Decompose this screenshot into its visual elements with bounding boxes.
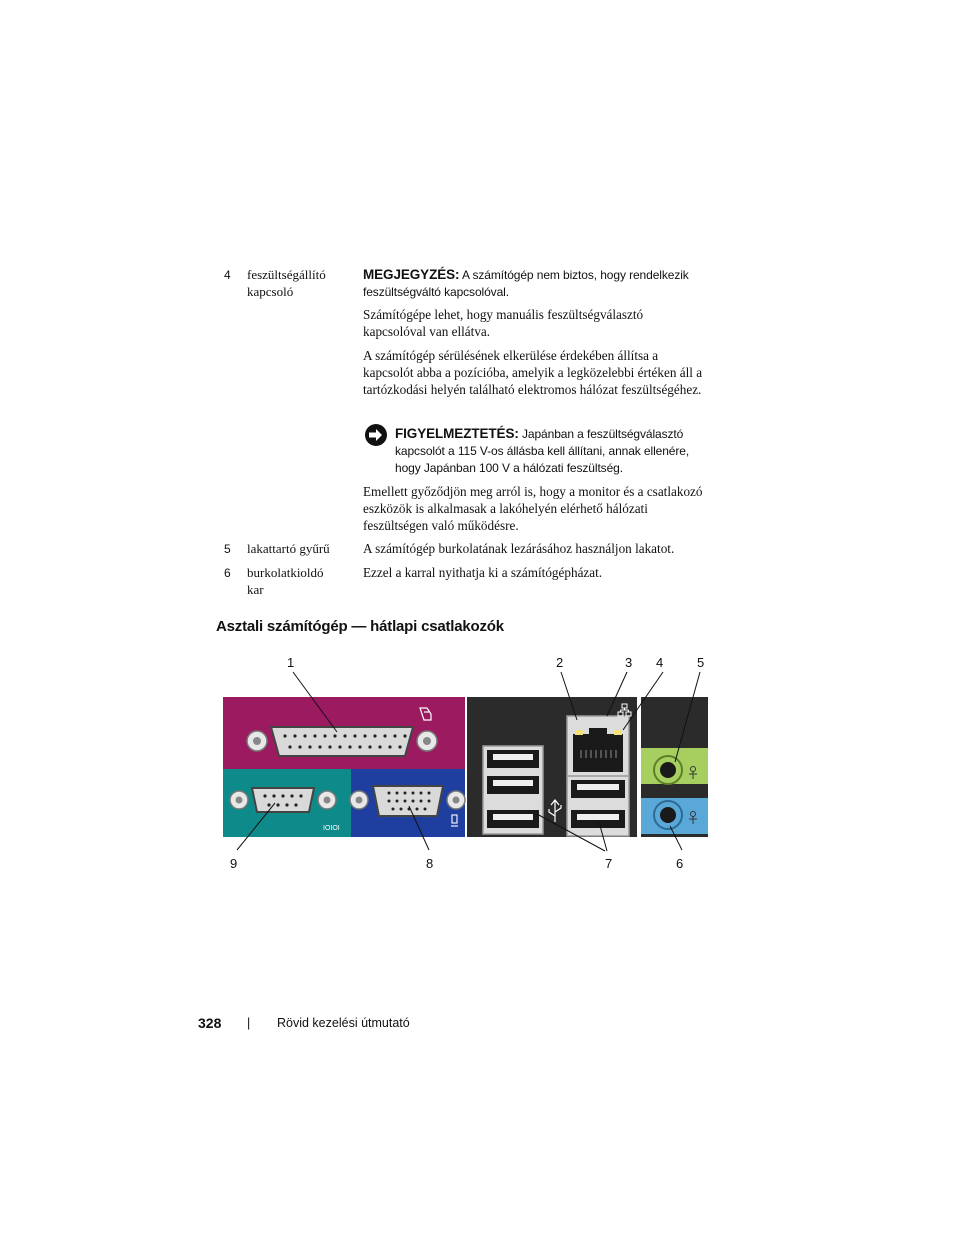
note-text: A számítógép nem biztos, hogy rendelkezik feszültségváltó kapcsolóval.: [363, 268, 689, 299]
row-6-description: Ezzel a karral nyithatja ki a számítógépházat.: [363, 565, 603, 580]
line-in-jack: [654, 801, 682, 829]
row-5-term: lakattartó gyűrű: [247, 541, 330, 556]
section-heading: Asztali számítógép — hátlapi csatlakozók: [216, 618, 504, 635]
row-5-description: A számítógép burkolatának lezárásához használjon lakatot.: [363, 541, 675, 556]
page-number: 328: [198, 1015, 222, 1031]
row-6-number: 6: [224, 566, 231, 580]
usb-port-column-right: [567, 776, 629, 836]
line-out-jack: [654, 756, 682, 784]
back-panel-diagram: [215, 650, 715, 880]
row-6-term: burkolatkioldó kar: [247, 565, 324, 597]
network-jack: [567, 716, 629, 778]
callout-3: 3: [625, 655, 633, 670]
footer-separator: |: [247, 1016, 251, 1030]
callout-9: 9: [230, 856, 238, 871]
row-4-para1: Számítógépe lehet, hogy manuális feszültségválasztó kapcsolóval van ellátva.: [363, 307, 644, 339]
warning-icon: [364, 423, 388, 447]
callout-7: 7: [605, 856, 613, 871]
row-4-note: [363, 266, 708, 301]
callout-2: 2: [556, 655, 564, 670]
serial-label: IOIOI: [323, 825, 340, 832]
warning-text: Japánban a feszültségválasztó kapcsolót a 115 V-os állásba kell állítani, annak ellenére, hogy Japánban 100 V a hálózati feszültség.: [395, 427, 690, 475]
row-4-warning: [395, 425, 705, 477]
row-4-para3: Emellett győződjön meg arról is, hogy a monitor és a csatlakozó eszközök is alkalmasak a lakóhelyén elérhető hálózati feszültségen való működésre.: [363, 484, 703, 533]
note-label: MEGJEGYZÉS:: [363, 267, 460, 282]
callout-8: 8: [426, 856, 434, 871]
callout-6: 6: [676, 856, 684, 871]
warning-label: FIGYELMEZTETÉS:: [395, 426, 519, 441]
usb-port-column-left: [483, 746, 543, 834]
row-4-number: 4: [224, 268, 231, 282]
row-4-term: feszültségállító kapcsoló: [247, 267, 326, 299]
callout-4: 4: [656, 655, 664, 670]
footer-title: Rövid kezelési útmutató: [277, 1016, 410, 1030]
row-4-para2: A számítógép sérülésének elkerülése érdekében állítsa a kapcsolót abba a pozícióba, amelyik a legközelebbi értéken áll a tartózkodási helyén található elektromos hálózat feszültségéhez.: [363, 348, 703, 397]
row-5-number: 5: [224, 542, 231, 556]
callout-5: 5: [697, 655, 705, 670]
callout-1: 1: [287, 655, 295, 670]
